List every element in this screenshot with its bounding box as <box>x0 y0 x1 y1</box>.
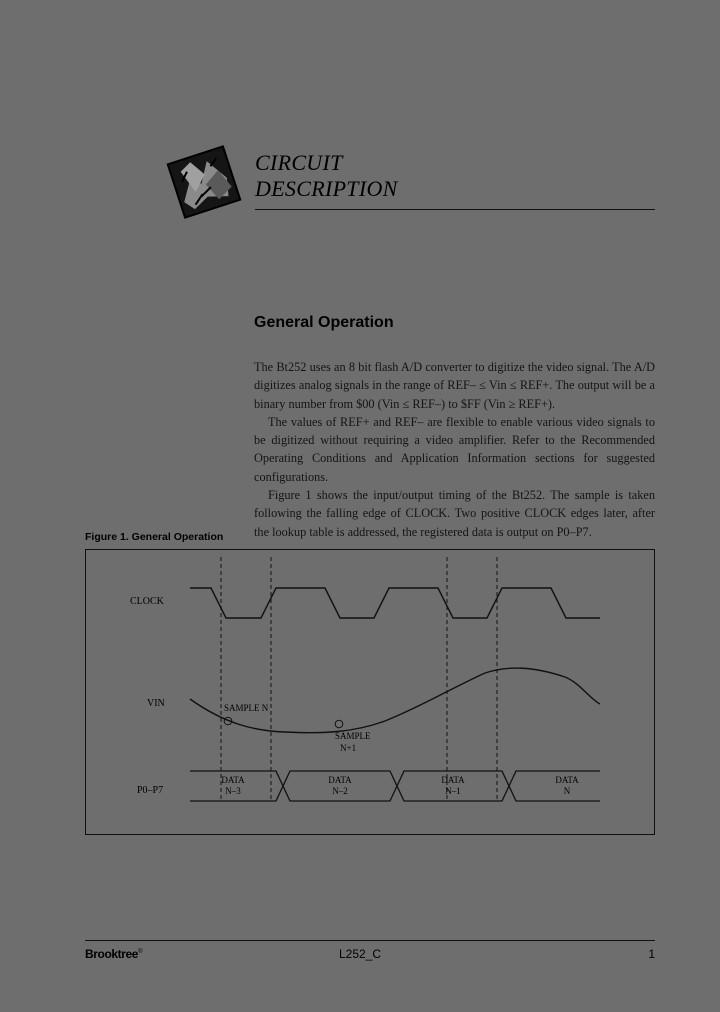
data-cell-line2: N <box>563 786 571 796</box>
vin-label: VIN <box>147 698 165 709</box>
footer-brand-name: Brooktree <box>85 947 139 961</box>
registered-mark: ® <box>138 949 143 955</box>
sample-n1-label-line2: N+1 <box>340 743 357 753</box>
section-heading: General Operation <box>254 314 394 331</box>
paragraph-1: The Bt252 uses an 8 bit flash A/D converter to digitize the video signal. The A/D digitizes analog signals in the range of REF– ≤ Vin ≤ REF+. The output will be a binary number from $00 (Vin ≤ REF–) to $FF (Vin ≥ REF+). <box>254 360 655 411</box>
data-cell <box>441 775 465 796</box>
data-cell-line1: DATA <box>221 775 245 785</box>
vin-waveform <box>190 668 600 733</box>
footer-brand <box>85 947 142 961</box>
chapter-title <box>255 150 398 202</box>
footer-page-number: 1 <box>648 947 655 961</box>
data-cell <box>328 775 352 796</box>
data-cell <box>555 775 579 796</box>
sample-n1-marker <box>335 720 343 728</box>
data-cell-line2: N–2 <box>332 786 348 796</box>
sample-n-label: SAMPLE N <box>224 703 269 713</box>
brooktree-hands-logo-icon <box>163 145 245 219</box>
data-bus-waveform <box>190 771 600 801</box>
data-cell-line1: DATA <box>328 775 352 785</box>
data-cell-line1: DATA <box>555 775 579 785</box>
paragraph-2: The values of REF+ and REF– are flexible to enable various video signals to be digitized without requiring a video amplifier. Refer to the Recommended Operating Conditions and Application Information sections for suggested configurations. <box>254 414 655 484</box>
chapter-title-line1: CIRCUIT <box>255 150 343 175</box>
data-cell-line1: DATA <box>441 775 465 785</box>
outputs-label: P0–P7 <box>137 785 164 796</box>
body-text <box>254 358 655 541</box>
title-rule <box>255 209 655 210</box>
data-cell-line2: N–3 <box>225 786 241 796</box>
sample-n1-label-line1: SAMPLE <box>335 731 371 741</box>
footer-document-code: L252_C <box>339 947 382 961</box>
data-cell <box>221 775 245 796</box>
clock-label: CLOCK <box>130 596 164 607</box>
figure-caption: Figure 1. General Operation <box>85 531 224 543</box>
clock-edge-guides <box>221 557 497 799</box>
chapter-title-line2: DESCRIPTION <box>255 176 398 201</box>
footer-rule <box>85 940 655 941</box>
data-cell-line2: N–1 <box>445 786 461 796</box>
paragraph-3: Figure 1 shows the input/output timing of the Bt252. The sample is taken following the falling edge of CLOCK. Two positive CLOCK edges later, after the lookup table is addressed, the registered data is output on P0–P7. <box>254 488 655 539</box>
timing-diagram <box>85 549 655 835</box>
clock-waveform <box>190 588 600 618</box>
